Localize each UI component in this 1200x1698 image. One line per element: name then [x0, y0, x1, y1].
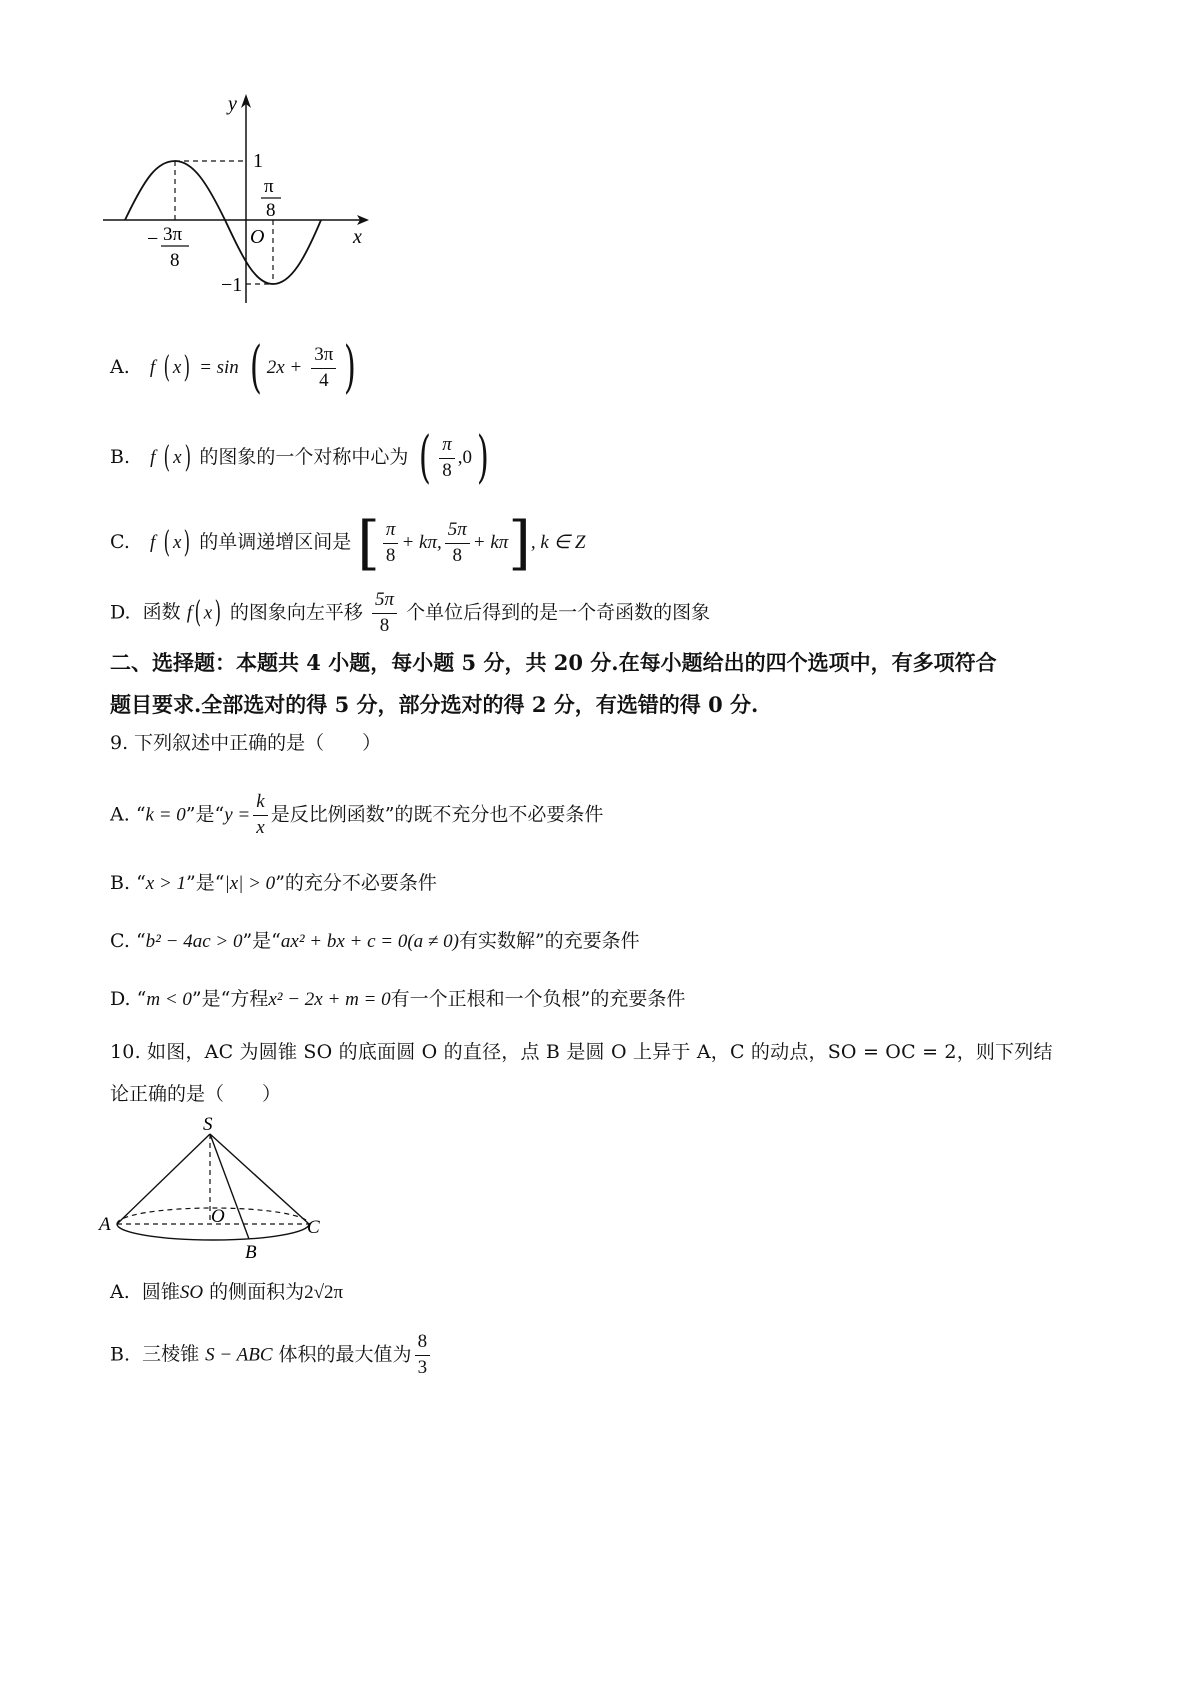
option-label: A. [110, 803, 130, 826]
option-text: 三棱锥 [142, 1343, 200, 1366]
option-text: 的侧面积为 [209, 1281, 305, 1303]
func-name: f [149, 532, 156, 553]
option-label: C. [110, 531, 130, 553]
option-label: D. [110, 988, 131, 1010]
math-expr: m < 0 [146, 989, 192, 1010]
frac-den: 8 [379, 614, 390, 636]
option-label: A. [110, 1281, 130, 1303]
option-label: D. [110, 601, 131, 624]
option-text: “ [135, 930, 146, 952]
func-arg: x [203, 602, 213, 624]
frac-den: x [256, 816, 265, 838]
q8-option-c: C. f ( x) 的单调递增区间是 [ $\frac{\pi}{8}$ + kπ, $\frac{5\pi}{8}$ + kπ], k ∈ Z [110, 509, 586, 577]
q9-stem: 9. 下列叙述中正确的是（ ） [110, 732, 382, 754]
x-tick-left-sign: − [147, 228, 159, 250]
section2-line1: 二、选择题：本题共 4 小题，每小题 5 分，共 20 分.在每小题给出的四个选项中，有多项符合 [110, 650, 997, 675]
interval-tail: , k ∈ Z [530, 532, 586, 553]
x-axis-label: x [353, 226, 362, 248]
option-text: 体积的最大值为 [278, 1343, 412, 1366]
equation-part: = sin [199, 357, 239, 378]
interval-part: + kπ, [401, 532, 442, 553]
y-tick-1: 1 [253, 150, 263, 172]
option-text: ”是“ [242, 930, 281, 952]
x-tick-right-den: 8 [266, 200, 276, 221]
option-text: ”的充分不必要条件 [275, 872, 437, 894]
point-b-label: B [245, 1242, 257, 1263]
option-label: C. [110, 930, 130, 952]
option-text: 有实数解”的充要条件 [458, 930, 640, 952]
frac-num: 8 [415, 1332, 431, 1356]
inner-expr: 2x + [266, 357, 303, 378]
func-arg: x [173, 532, 182, 553]
sine-curve [125, 161, 321, 284]
cone-figure [95, 1112, 335, 1264]
q9-option-a [110, 792, 603, 839]
frac-num: 5π [372, 590, 397, 614]
option-text: ”是“ [185, 803, 225, 826]
option-label: A. [110, 356, 130, 378]
option-text: ”是“方程 [191, 988, 269, 1010]
frac-den: 4 [319, 369, 329, 391]
math-expr: x² − 2x + m = 0 [268, 989, 391, 1010]
q10-stem-line2: 论正确的是（ ） [110, 1083, 282, 1105]
func-name: f [186, 602, 192, 624]
q8-option-b: B. f ( x) 的图象的一个对称中心为 ( $\frac{\pi}{8}$ ,0) [110, 425, 489, 490]
math-expr: k = 0 [145, 804, 186, 826]
math-expr: x > 1 [145, 873, 187, 894]
option-text: “ [136, 872, 146, 894]
q9-option-c [110, 932, 640, 951]
func-arg: x [172, 357, 182, 378]
math-expr: SO [179, 1282, 204, 1303]
option-text: 的图象的一个对称中心为 [199, 446, 409, 468]
section2-line2: 题目要求.全部选对的得 5 分，部分选对的得 2 分，有选错的得 0 分. [110, 692, 759, 717]
option-label: B. [110, 446, 131, 468]
option-label: B. [110, 1343, 131, 1366]
q9-option-d [110, 990, 685, 1009]
frac-num: π [439, 435, 455, 459]
center-o-label: O [211, 1206, 225, 1227]
option-text: “ [135, 803, 146, 826]
x-tick-left-num: 3π [163, 224, 183, 245]
math-expr: |x| > 0 [224, 873, 276, 894]
math-expr: ax² + bx + c = 0(a ≠ 0) [280, 931, 459, 952]
sine-graph [95, 88, 395, 313]
option-text: 个单位后得到的是一个奇函数的图象 [406, 601, 711, 624]
y-tick-minus-1: −1 [221, 274, 243, 296]
x-tick-left-den: 8 [170, 250, 180, 271]
y-axis-label: y [228, 93, 237, 115]
point-a-label: A [99, 1214, 111, 1235]
option-text: 的图象向左平移 [229, 601, 363, 624]
x-tick-right-num: π [264, 176, 274, 197]
q10-option-a [110, 1283, 343, 1302]
option-text: 是反比例函数”的既不充分也不必要条件 [270, 803, 604, 826]
option-text: 有一个正根和一个负根”的充要条件 [390, 988, 686, 1010]
option-text: “ [136, 988, 147, 1010]
func-name: f [149, 357, 156, 378]
frac-den: 3 [417, 1356, 428, 1378]
func-arg: x [173, 447, 182, 468]
option-text: 函数 [142, 601, 181, 624]
frac-num: π [383, 520, 399, 544]
interval-part: + kπ [472, 532, 509, 553]
math-value: 2√2π [304, 1282, 344, 1303]
q9-option-b [110, 874, 437, 893]
frac-den: 8 [452, 544, 462, 566]
option-text: ”是“ [186, 872, 225, 894]
point-tail: ,0 [457, 447, 473, 468]
q8-option-a: A. f ( x) = sin ( 2x + $\frac{3\pi}{4}$ ) [110, 335, 357, 400]
q8-option-d: D. 函数 f( x) 的图象向左平移 $\frac{5\pi}{8}$ 个单位后得到的是一个奇函数的图象 [110, 589, 711, 636]
option-text: 的单调递增区间是 [199, 531, 352, 553]
point-c-label: C [307, 1217, 320, 1238]
frac-num: k [253, 792, 267, 816]
frac-den: 8 [385, 544, 396, 566]
option-text: 圆锥 [141, 1281, 180, 1303]
q10-stem-line1: 10. 如图，AC 为圆锥 SO 的底面圆 O 的直径，点 B 是圆 O 上异于 A，C 的动点，SO = OC = 2，则下列结 [110, 1041, 1053, 1063]
math-expr: y = [224, 804, 251, 826]
origin-label: O [250, 226, 265, 248]
frac-num: 5π [445, 520, 470, 544]
math-expr: S − ABC [205, 1344, 273, 1366]
option-label: B. [110, 872, 131, 894]
vertex-s-label: S [203, 1114, 213, 1135]
frac-num: 3π [311, 345, 336, 369]
frac-den: 8 [442, 459, 452, 481]
q10-option-b [110, 1332, 433, 1379]
func-name: f [150, 447, 156, 468]
math-expr: b² − 4ac > 0 [145, 931, 243, 952]
